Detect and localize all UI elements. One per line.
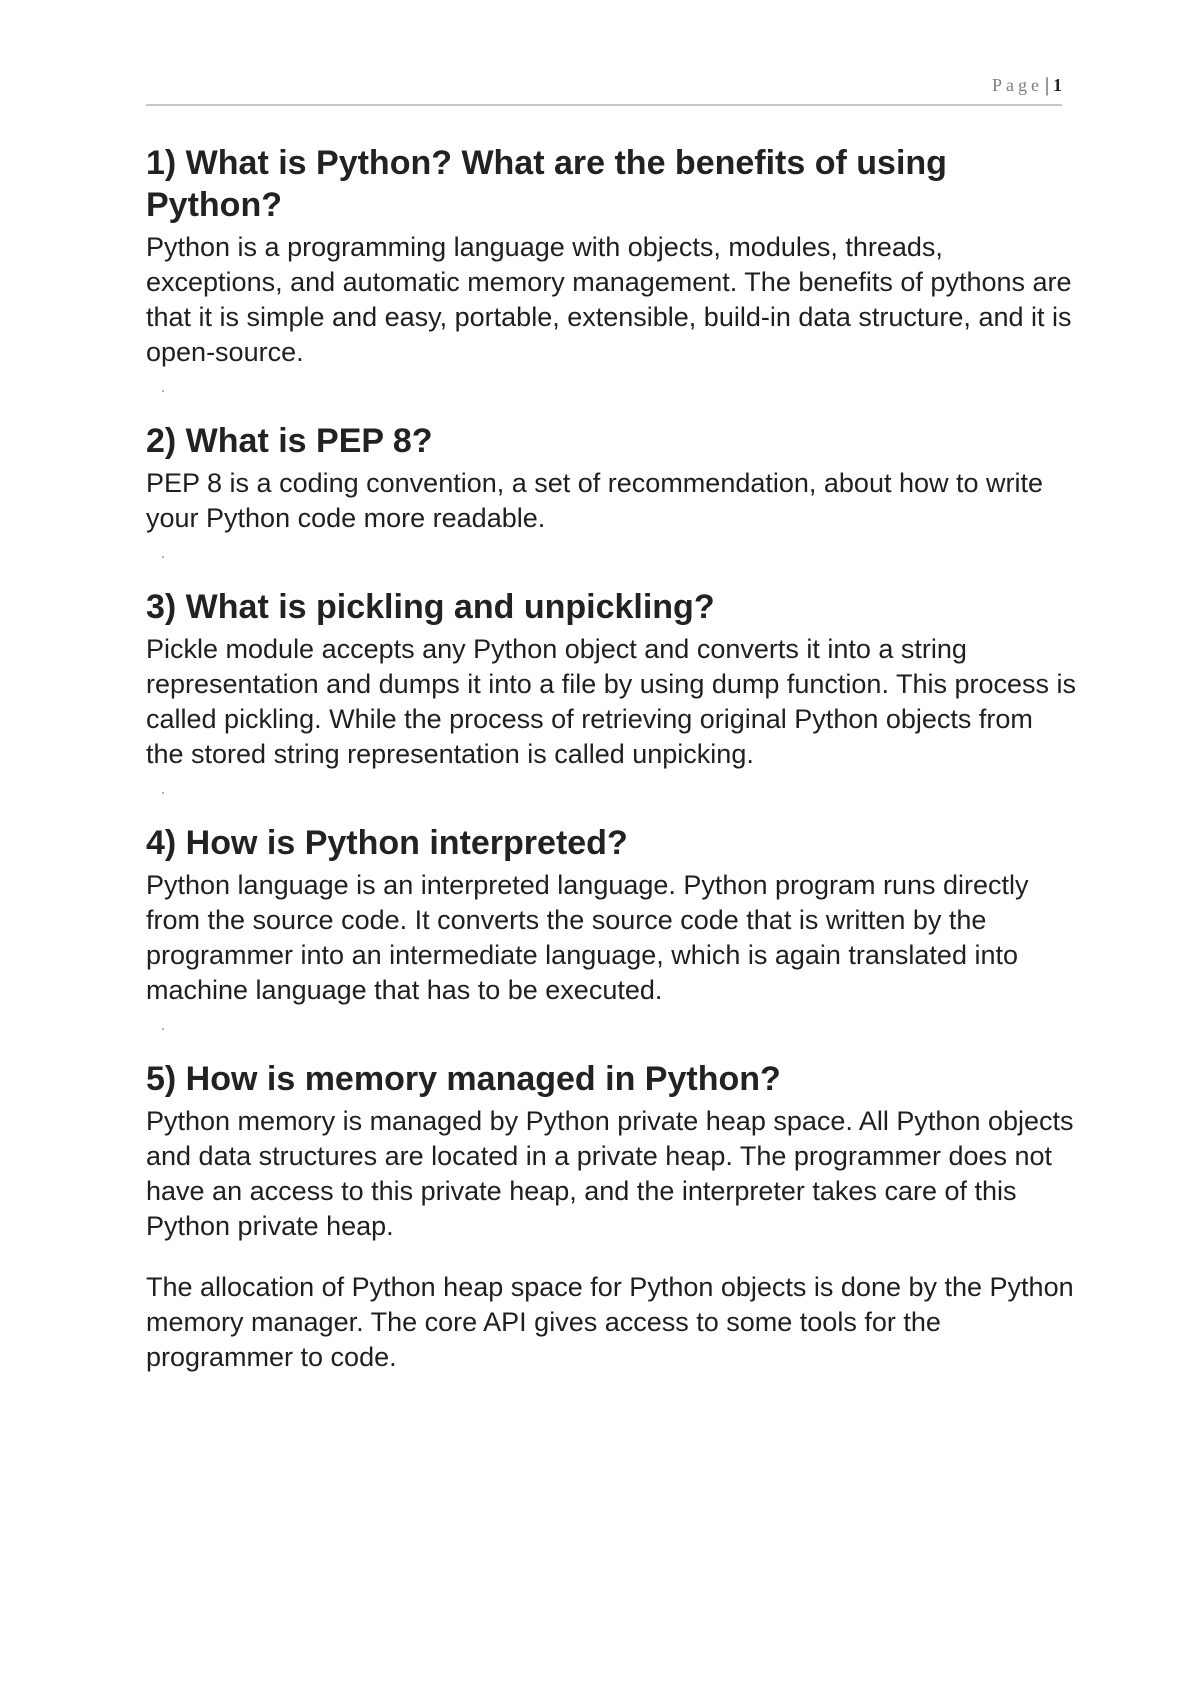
question-answer: Python is a programming language with objects, modules, threads, exceptions, and automatic memory management. The benefits of pythons are that it is simple and easy, portable, extensible, build-in data structure, and it is open-source. bbox=[146, 232, 1072, 367]
document-body bbox=[146, 142, 1076, 1375]
question-1 bbox=[146, 142, 1076, 370]
question-title: 3) What is pickling and unpickling? bbox=[146, 588, 715, 626]
page-separator: | bbox=[1044, 74, 1049, 96]
question-5 bbox=[146, 1058, 1076, 1375]
spacer-dot bbox=[162, 556, 164, 558]
question-answer: Python memory is managed by Python private heap space. All Python objects and data structures are located in a private heap. The programmer does not have an access to this private heap, and the interpreter takes care of this Python private heap. bbox=[146, 1106, 1074, 1241]
question-2 bbox=[146, 420, 1076, 536]
question-title: 4) How is Python interpreted? bbox=[146, 824, 628, 862]
section-spacer bbox=[146, 370, 1076, 420]
page-label: Page bbox=[991, 75, 1043, 95]
question-title: 2) What is PEP 8? bbox=[146, 422, 433, 460]
question-3 bbox=[146, 586, 1076, 772]
section-spacer bbox=[146, 536, 1076, 586]
question-answer: The allocation of Python heap space for Python objects is done by the Python memory manager. The core API gives access to some tools for the programmer to code. bbox=[146, 1272, 1074, 1372]
question-answer: Pickle module accepts any Python object and converts it into a string representation and dumps it into a file by using dump function. This process is called pickling. While the process of retrieving original Python objects from the stored string representation is called unpicking. bbox=[146, 634, 1077, 769]
page-number: 1 bbox=[1053, 75, 1062, 95]
question-answer: PEP 8 is a coding convention, a set of recommendation, about how to write your Python code more readable. bbox=[146, 468, 1044, 533]
question-4 bbox=[146, 822, 1076, 1008]
section-spacer bbox=[146, 1008, 1076, 1058]
section-spacer bbox=[146, 772, 1076, 822]
question-answer: Python language is an interpreted language. Python program runs directly from the source code. It converts the source code that is written by the programmer into an intermediate language, which is again translated into machine language that has to be executed. bbox=[146, 870, 1029, 1005]
question-title: 5) How is memory managed in Python? bbox=[146, 1060, 781, 1098]
spacer-dot bbox=[162, 390, 164, 392]
spacer-dot bbox=[162, 1028, 164, 1030]
question-title: 1) What is Python? What are the benefits of using Python? bbox=[146, 144, 947, 224]
page-header bbox=[146, 74, 1062, 106]
spacer-dot bbox=[162, 792, 164, 794]
